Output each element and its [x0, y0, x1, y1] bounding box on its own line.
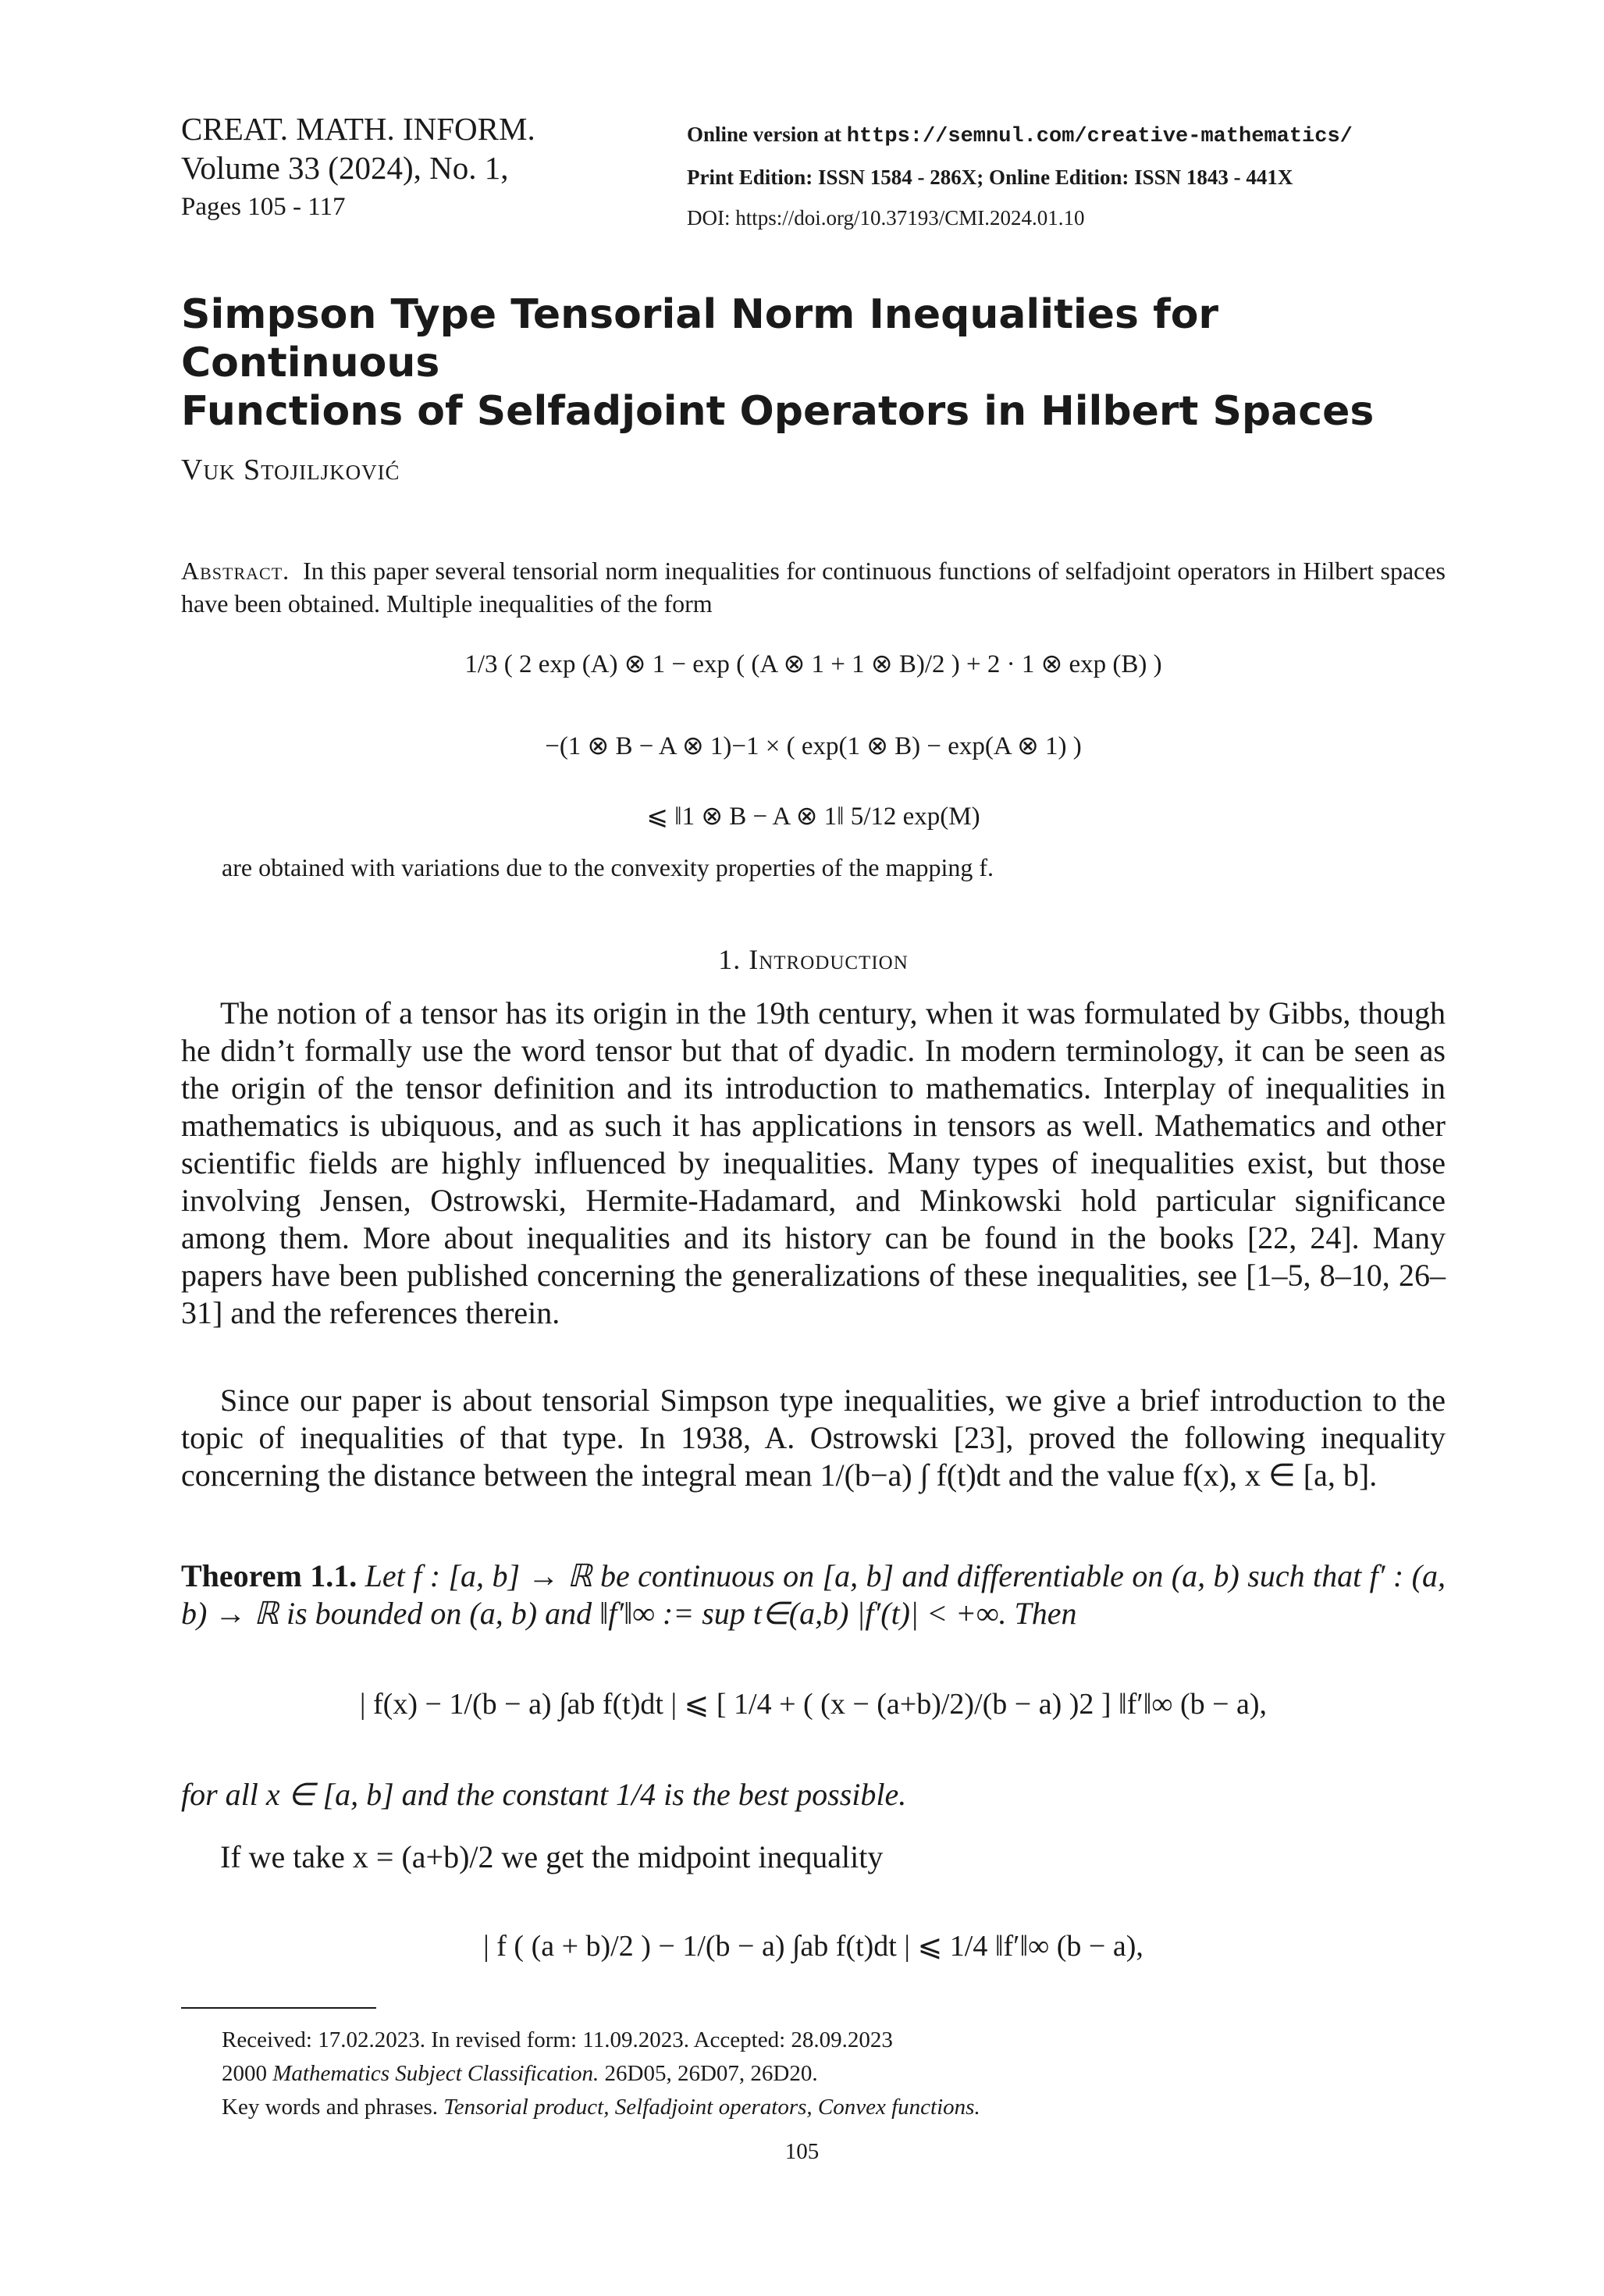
- abstract-equation-line-2: −(1 ⊗ B − A ⊗ 1)−1 × ( exp(1 ⊗ B) − exp(A ⊗ 1) ): [545, 732, 1082, 760]
- intro-paragraph-2: Since our paper is about tensorial Simpson type inequalities, we give a brief introduction to the topic of inequalities of that type. In 1938, A. Ostrowski [23], proved the following inequality concerning the distance between the integral mean 1/(b−a) ∫ f(t)dt and the value f(x), x ∈ [a, b].: [181, 1383, 1446, 1493]
- footnote-rule: [181, 2006, 376, 2009]
- received-dates: Received: 17.02.2023. In revised form: 11.09.2023. Accepted: 28.09.2023: [222, 2027, 893, 2052]
- publication-info: [687, 114, 1353, 238]
- doi-line[interactable]: DOI: https://doi.org/10.37193/CMI.2024.01.10: [687, 206, 1085, 230]
- theorem-1-1: [181, 1557, 1446, 1632]
- issn-line: Print Edition: ISSN 1584 - 286X; Online Edition: ISSN 1843 - 441X: [687, 166, 1293, 189]
- footnotes: [222, 2024, 980, 2124]
- journal-header: [181, 109, 535, 226]
- midpoint-inequality: | f ( (a + b)/2 ) − 1/(b − a) ∫ab f(t)dt | ⩽ 1/4 ‖f′‖∞ (b − a),: [483, 1930, 1143, 1963]
- keywords-line: Key words and phrases. Tensorial product, Selfadjoint operators, Convex functions.: [222, 2095, 980, 2120]
- abstract-tail: are obtained with variations due to the convexity properties of the mapping f.: [222, 853, 994, 881]
- abstract-equation-line-3: ⩽ ‖1 ⊗ B − A ⊗ 1‖ 5/12 exp(M): [646, 803, 980, 831]
- online-prefix: Online version at: [687, 123, 842, 146]
- abstract-equation-line-1: 1/3 ( 2 exp (A) ⊗ 1 − exp ( (A ⊗ 1 + 1 ⊗ B)/2 ) + 2 · 1 ⊗ exp (B) ): [464, 650, 1162, 678]
- ostrowski-inequality: | f(x) − 1/(b − a) ∫ab f(t)dt | ⩽ [ 1/4 + ( (x − (a+b)/2)/(b − a) )2 ] ‖f′‖∞ (b − a),: [359, 1688, 1268, 1721]
- title-line-2: Functions of Selfadjoint Operators in Hilbert Spaces: [181, 388, 1375, 435]
- page-number: 105: [784, 2139, 820, 2164]
- paper-title: [181, 290, 1446, 436]
- pages-line: Pages 105 - 117: [181, 193, 346, 221]
- theorem-tail: for all x ∈ [a, b] and the constant 1/4 is the best possible.: [181, 1777, 907, 1812]
- midpoint-intro: If we take x = (a+b)/2 we get the midpoint inequality: [220, 1839, 884, 1874]
- volume-line: Volume 33 (2024), No. 1,: [181, 150, 509, 186]
- theorem-label: Theorem 1.1.: [181, 1558, 357, 1593]
- msc-line: 2000 Mathematics Subject Classification. 26D05, 26D07, 26D20.: [222, 2061, 818, 2086]
- section-heading-introduction: 1. Introduction: [718, 944, 909, 975]
- abstract: [181, 554, 1446, 620]
- abstract-text: In this paper several tensorial norm inequalities for continuous functions of selfadjoint operators in Hilbert spaces have been obtained. Multiple inequalities of the form: [181, 557, 1446, 618]
- title-line-1: Simpson Type Tensorial Norm Inequalities for Continuous: [181, 291, 1219, 386]
- intro-paragraph-1: The notion of a tensor has its origin in the 19th century, when it was formulated by Gibbs, though he didn’t formally use the word tensor but that of dyadic. In modern terminology, it can be seen as the origin of the tensor definition and its introduction to mathematics. Interplay of inequalities in mathematics is ubiquous, and as such it has applications in tensors as well. Mathematics and other scientific fields are highly influenced by inequalities. Many types of inequalities exist, but those involving Jensen, Ostrowski, Hermite-Hadamard, and Minkowski hold particular significance among them. More about inequalities and its history can be found in the books [22, 24]. Many papers have been published concerning the generalizations of these inequalities, see [1–5, 8–10, 26–31] and the references therein.: [181, 995, 1446, 1330]
- abstract-label: Abstract.: [181, 557, 290, 585]
- journal-name: CREAT. MATH. INFORM.: [181, 111, 535, 147]
- online-url[interactable]: https://semnul.com/creative-mathematics/: [846, 125, 1353, 148]
- author-name: Vuk Stojiljković: [181, 454, 400, 486]
- theorem-statement: Let f : [a, b] → ℝ be continuous on [a, b] and differentiable on (a, b) such that f′ : (a, b) → ℝ is bounded on (a, b) and ‖f′‖∞ := sup t∈(a,b) |f′(t)| < +∞. Then: [181, 1558, 1446, 1631]
